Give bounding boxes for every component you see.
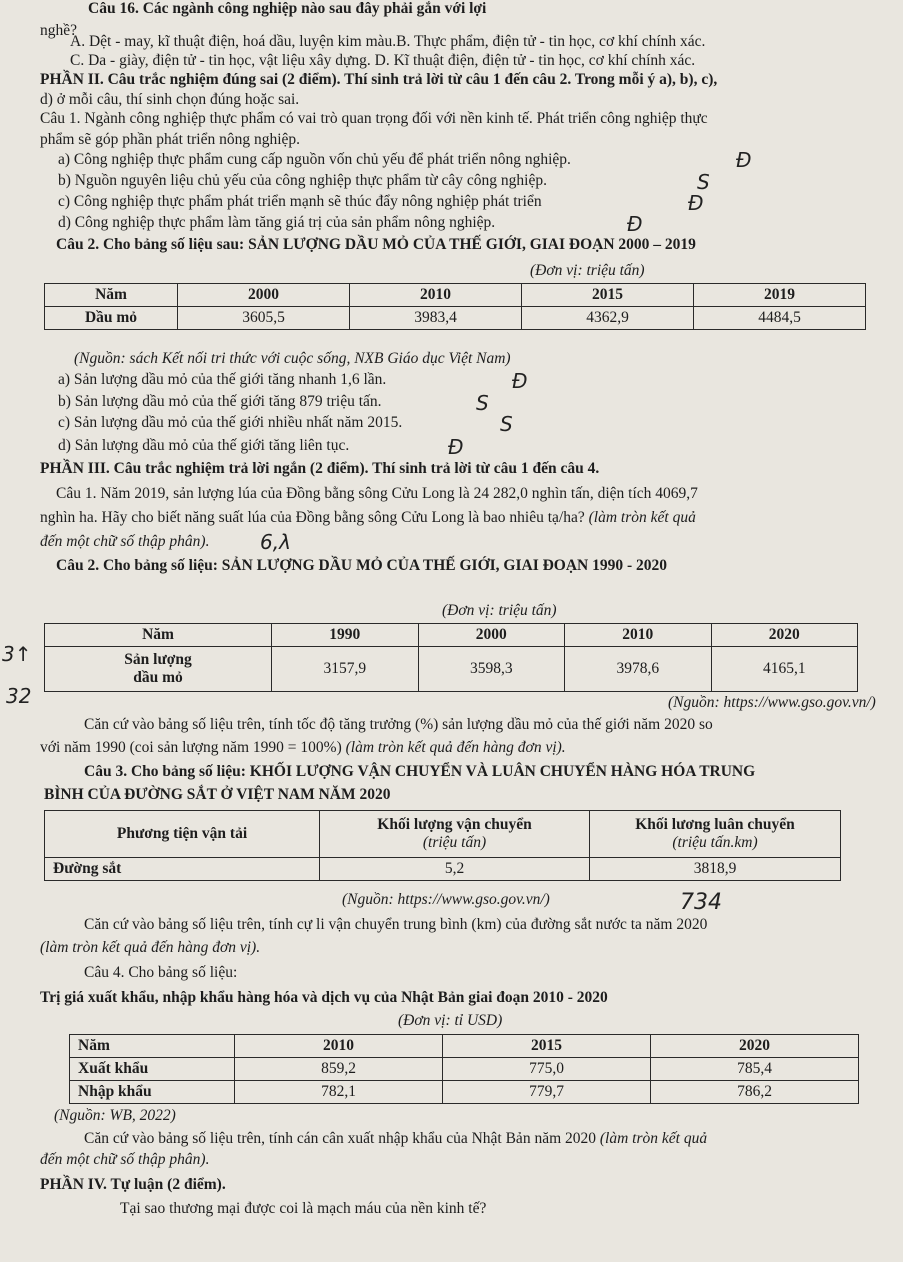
- part3-q2-statement: với năm 1990 (coi sản lượng năm 1990 = 100%): [40, 739, 342, 756]
- table-cell: 4362,9: [522, 307, 694, 330]
- table-cell: 785,4: [651, 1058, 859, 1081]
- part3-q3-source: (Nguồn: https://www.gso.gov.vn/): [342, 891, 550, 908]
- part2-q1-c: c) Công nghiệp thực phẩm phát triển mạnh sẽ thúc đẩy nông nghiệp phát triển: [58, 193, 542, 210]
- handwritten-answer: S: [476, 391, 489, 415]
- part2-q2-title: Câu 2. Cho bảng số liệu sau: SẢN LƯỢNG DẦU MỎ CỦA THẾ GIỚI, GIAI ĐOẠN 2000 – 2019: [56, 236, 696, 253]
- part3-q4-text1: [84, 1130, 707, 1148]
- part2-q2-b: b) Sản lượng dầu mỏ của thế giới tăng 879 triệu tấn.: [58, 393, 382, 410]
- table-cell: 3983,4: [350, 307, 522, 330]
- table-cell: 2015: [522, 284, 694, 307]
- table-cell: 2000: [418, 624, 565, 647]
- handwritten-answer: Đ: [736, 148, 752, 172]
- table-cell: 2000: [178, 284, 350, 307]
- handwritten-answer: Đ: [448, 435, 464, 459]
- table-cell: 2019: [694, 284, 866, 307]
- row-label-line: Sản lượng: [124, 651, 192, 668]
- table-cell: 2010: [565, 624, 712, 647]
- q16-title-cont: nghề?: [40, 22, 78, 39]
- part3-q4-note: (làm tròn kết quả: [599, 1130, 708, 1147]
- row-label-line: dầu mỏ: [133, 669, 183, 686]
- table-cell: 859,2: [235, 1058, 443, 1081]
- railway-table-2020: [44, 810, 841, 881]
- q16-options-ab: A. Dệt - may, kĩ thuật điện, hoá dầu, luyện kim màu.B. Thực phẩm, điện tử - tin học, cơ khí chính xác.: [70, 33, 706, 50]
- part4-q1: Tại sao thương mại được coi là mạch máu của nền kinh tế?: [120, 1200, 487, 1217]
- part2-q1-d: d) Công nghiệp thực phẩm làm tăng giá trị của sản phẩm nông nghiệp.: [58, 214, 496, 231]
- part2-q1-line2: phẩm sẽ góp phần phát triển nông nghiệp.: [40, 131, 301, 148]
- part3-heading: PHẦN III. Câu trắc nghiệm trả lời ngắn (2 điểm). Thí sinh trả lời từ câu 1 đến câu 4.: [40, 460, 600, 477]
- table-row: [45, 624, 858, 647]
- part3-q4-unit: (Đơn vị: tỉ USD): [398, 1012, 503, 1029]
- part3-q4-statement: Căn cứ vào bảng số liệu trên, tính cán cân xuất nhập khẩu của Nhật Bản năm 2020: [84, 1130, 596, 1147]
- table-row: [70, 1081, 859, 1104]
- part3-q2-text2: [40, 739, 566, 757]
- table-cell: 3978,6: [565, 647, 712, 692]
- part3-q4-caption: Trị giá xuất khẩu, nhập khẩu hàng hóa và dịch vụ của Nhật Bản giai đoạn 2010 - 2020: [40, 989, 608, 1006]
- part3-q3-title2: BÌNH CỦA ĐƯỜNG SẮT Ở VIỆT NAM NĂM 2020: [44, 786, 391, 803]
- part3-q2-note: (làm tròn kết quả đến hàng đơn vị).: [345, 739, 566, 756]
- part3-q2-source: (Nguồn: https://www.gso.gov.vn/): [668, 694, 876, 711]
- table-cell: 4165,1: [711, 647, 858, 692]
- part3-q1-note2: đến một chữ số thập phân).: [40, 533, 210, 550]
- table-cell: Phương tiện vận tải: [45, 811, 320, 858]
- part3-q1-line1: Câu 1. Năm 2019, sản lượng lúa của Đồng bằng sông Cửu Long là 24 282,0 nghìn tấn, diện tích 4069,7: [56, 485, 698, 502]
- table-cell: Đường sắt: [45, 858, 320, 881]
- column-header: Khối lượng vận chuyển: [377, 816, 532, 833]
- table-cell: 4484,5: [694, 307, 866, 330]
- handwritten-answer: S: [500, 412, 513, 436]
- part2-heading: PHẦN II. Câu trắc nghiệm đúng sai (2 điểm). Thí sinh trả lời từ câu 1 đến câu 2. Trong mỗi ý a), b), c),: [40, 71, 718, 88]
- part3-q4-title: Câu 4. Cho bảng số liệu:: [84, 964, 238, 981]
- table-row: [45, 811, 841, 858]
- part3-q2-text1: Căn cứ vào bảng số liệu trên, tính tốc độ tăng trưởng (%) sản lượng dầu mỏ của thế giới năm 2020 so: [84, 716, 713, 733]
- column-header: Khối lương luân chuyển: [635, 816, 795, 833]
- handwritten-note: 3↑: [2, 642, 32, 666]
- table-cell: 3598,3: [418, 647, 565, 692]
- part3-q1-question: nghìn ha. Hãy cho biết năng suất lúa của Đồng bằng sông Cửu Long là bao nhiêu tạ/ha?: [40, 509, 585, 526]
- part3-q1-line2: [40, 509, 696, 527]
- table-cell: 779,7: [443, 1081, 651, 1104]
- table-row: [45, 647, 858, 692]
- table-cell: 1990: [272, 624, 419, 647]
- part2-q2-unit: (Đơn vị: triệu tấn): [530, 262, 645, 279]
- table-cell: [320, 811, 590, 858]
- table-cell: 2020: [711, 624, 858, 647]
- table-cell: 786,2: [651, 1081, 859, 1104]
- part3-q3-text2: (làm tròn kết quả đến hàng đơn vị).: [40, 939, 261, 956]
- part3-q2-title: Câu 2. Cho bảng số liệu: SẢN LƯỢNG DẦU MỎ CỦA THẾ GIỚI, GIAI ĐOẠN 1990 - 2020: [56, 557, 668, 574]
- table-cell: 5,2: [320, 858, 590, 881]
- table-row: [45, 284, 866, 307]
- q16-title: Câu 16. Các ngành công nghiệp nào sau đây phải gắn với lợi: [88, 0, 487, 17]
- table-cell: 2010: [350, 284, 522, 307]
- part4-heading: PHẦN IV. Tự luận (2 điểm).: [40, 1176, 226, 1193]
- table-row: [70, 1058, 859, 1081]
- table-cell: 3605,5: [178, 307, 350, 330]
- part2-q2-source: (Nguồn: sách Kết nối tri thức với cuộc sống, NXB Giáo dục Việt Nam): [74, 350, 511, 367]
- part3-q4-text2: đến một chữ số thập phân).: [40, 1151, 210, 1168]
- column-unit: (triệu tấn): [422, 834, 487, 851]
- part2-q2-d: d) Sản lượng dầu mỏ của thế giới tăng liên tục.: [58, 437, 350, 454]
- part2-q1-b: b) Nguồn nguyên liệu chủ yếu của công nghiệp thực phẩm từ cây công nghiệp.: [58, 172, 547, 189]
- table-row: [45, 858, 841, 881]
- table-cell: [45, 647, 272, 692]
- oil-table-1990-2020: [44, 623, 858, 692]
- table-cell: Năm: [45, 284, 178, 307]
- handwritten-note: 734: [680, 890, 722, 915]
- japan-trade-table: [69, 1034, 859, 1104]
- table-cell: 2010: [235, 1035, 443, 1058]
- handwritten-answer: Đ: [688, 191, 704, 215]
- table-cell: 782,1: [235, 1081, 443, 1104]
- column-unit: (triệu tấn.km): [672, 834, 758, 851]
- part3-q4-source: (Nguồn: WB, 2022): [54, 1107, 176, 1124]
- oil-table-2000-2019: [44, 283, 866, 330]
- table-cell: 2020: [651, 1035, 859, 1058]
- table-cell: Năm: [70, 1035, 235, 1058]
- handwritten-answer: Đ: [627, 212, 643, 236]
- table-cell: Năm: [45, 624, 272, 647]
- table-cell: 3157,9: [272, 647, 419, 692]
- part3-q2-unit: (Đơn vị: triệu tấn): [442, 602, 557, 619]
- part3-q3-text1: Căn cứ vào bảng số liệu trên, tính cự li vận chuyển trung bình (km) của đường sắt nước ta năm 2020: [84, 916, 708, 933]
- table-cell: 3818,9: [590, 858, 841, 881]
- handwritten-note: 32: [6, 684, 32, 708]
- q16-options-cd: C. Da - giày, điện tử - tin học, vật liệu xây dựng. D. Kĩ thuật điện, điện tử - tin học, cơ khí chính xác.: [70, 52, 696, 69]
- table-cell: 775,0: [443, 1058, 651, 1081]
- handwritten-answer: Đ: [512, 369, 528, 393]
- table-cell: Dầu mỏ: [45, 307, 178, 330]
- handwritten-note: 6,λ: [260, 530, 291, 554]
- part3-q1-note: (làm tròn kết quả: [588, 509, 696, 526]
- handwritten-answer: S: [697, 170, 710, 194]
- part2-q2-a: a) Sản lượng dầu mỏ của thế giới tăng nhanh 1,6 lần.: [58, 371, 387, 388]
- table-row: [45, 307, 866, 330]
- part2-q2-c: c) Sản lượng dầu mỏ của thế giới nhiều nhất năm 2015.: [58, 414, 403, 431]
- part3-q3-title: Câu 3. Cho bảng số liệu: KHỐI LƯỢNG VẬN CHUYỂN VÀ LUÂN CHUYỂN HÀNG HÓA TRUNG: [84, 763, 756, 780]
- table-cell: Nhập khẩu: [70, 1081, 235, 1104]
- table-cell: 2015: [443, 1035, 651, 1058]
- table-cell: Xuất khẩu: [70, 1058, 235, 1081]
- table-cell: [590, 811, 841, 858]
- table-row: [70, 1035, 859, 1058]
- part2-q1-line1: Câu 1. Ngành công nghiệp thực phẩm có vai trò quan trọng đối với nền kinh tế. Phát triển công nghiệp thực: [40, 110, 708, 127]
- part2-heading-cont: d) ở mỗi câu, thí sinh chọn đúng hoặc sai.: [40, 91, 300, 108]
- part2-q1-a: a) Công nghiệp thực phẩm cung cấp nguồn vốn chủ yếu để phát triển nông nghiệp.: [58, 151, 571, 168]
